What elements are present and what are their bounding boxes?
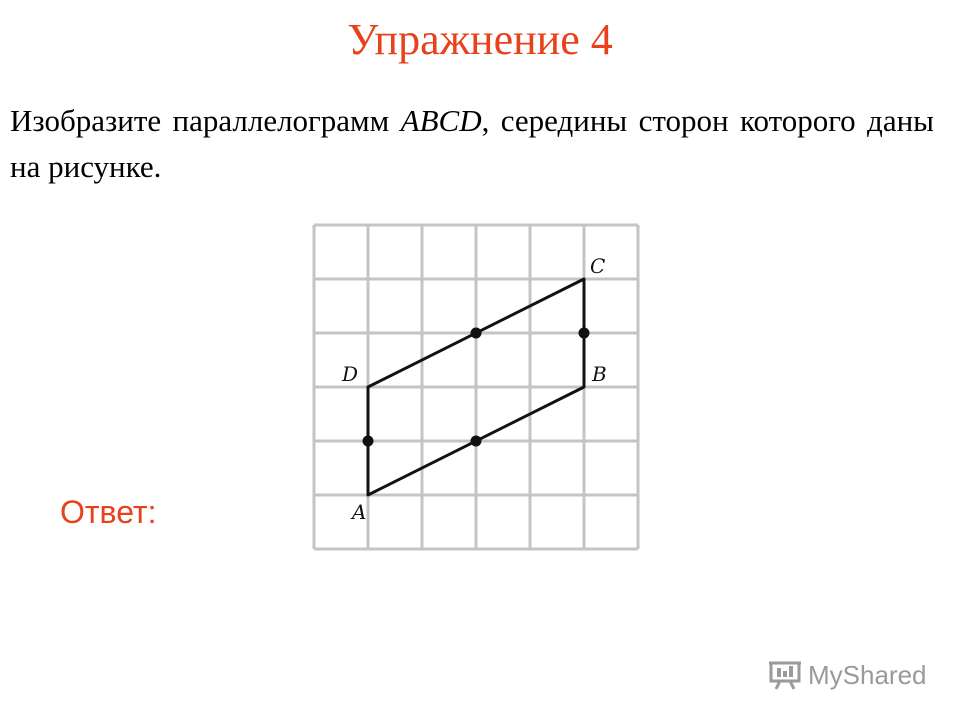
midpoint-dot: [363, 436, 374, 447]
midpoint-dot: [579, 328, 590, 339]
task-text-after: , середины сторон которого даны на рисунке.: [10, 103, 934, 184]
watermark-text: MyShared: [808, 659, 927, 690]
vertex-label-a: A: [352, 500, 367, 524]
vertex-labels: [341, 254, 607, 524]
watermark: [768, 656, 927, 694]
midpoint-dot: [471, 328, 482, 339]
answer-label: Ответ:: [60, 494, 157, 530]
vertex-label-b: B: [592, 362, 607, 386]
vertex-label-d: D: [342, 362, 359, 386]
presentation-screen-icon: [768, 660, 802, 690]
slide-title: Упражнение 4: [347, 15, 613, 64]
midpoint-dot: [471, 436, 482, 447]
vertex-label-c: C: [590, 254, 606, 278]
task-text-before: Изобразите параллелограмм: [10, 103, 401, 138]
figure-name: ABCD: [400, 103, 482, 138]
